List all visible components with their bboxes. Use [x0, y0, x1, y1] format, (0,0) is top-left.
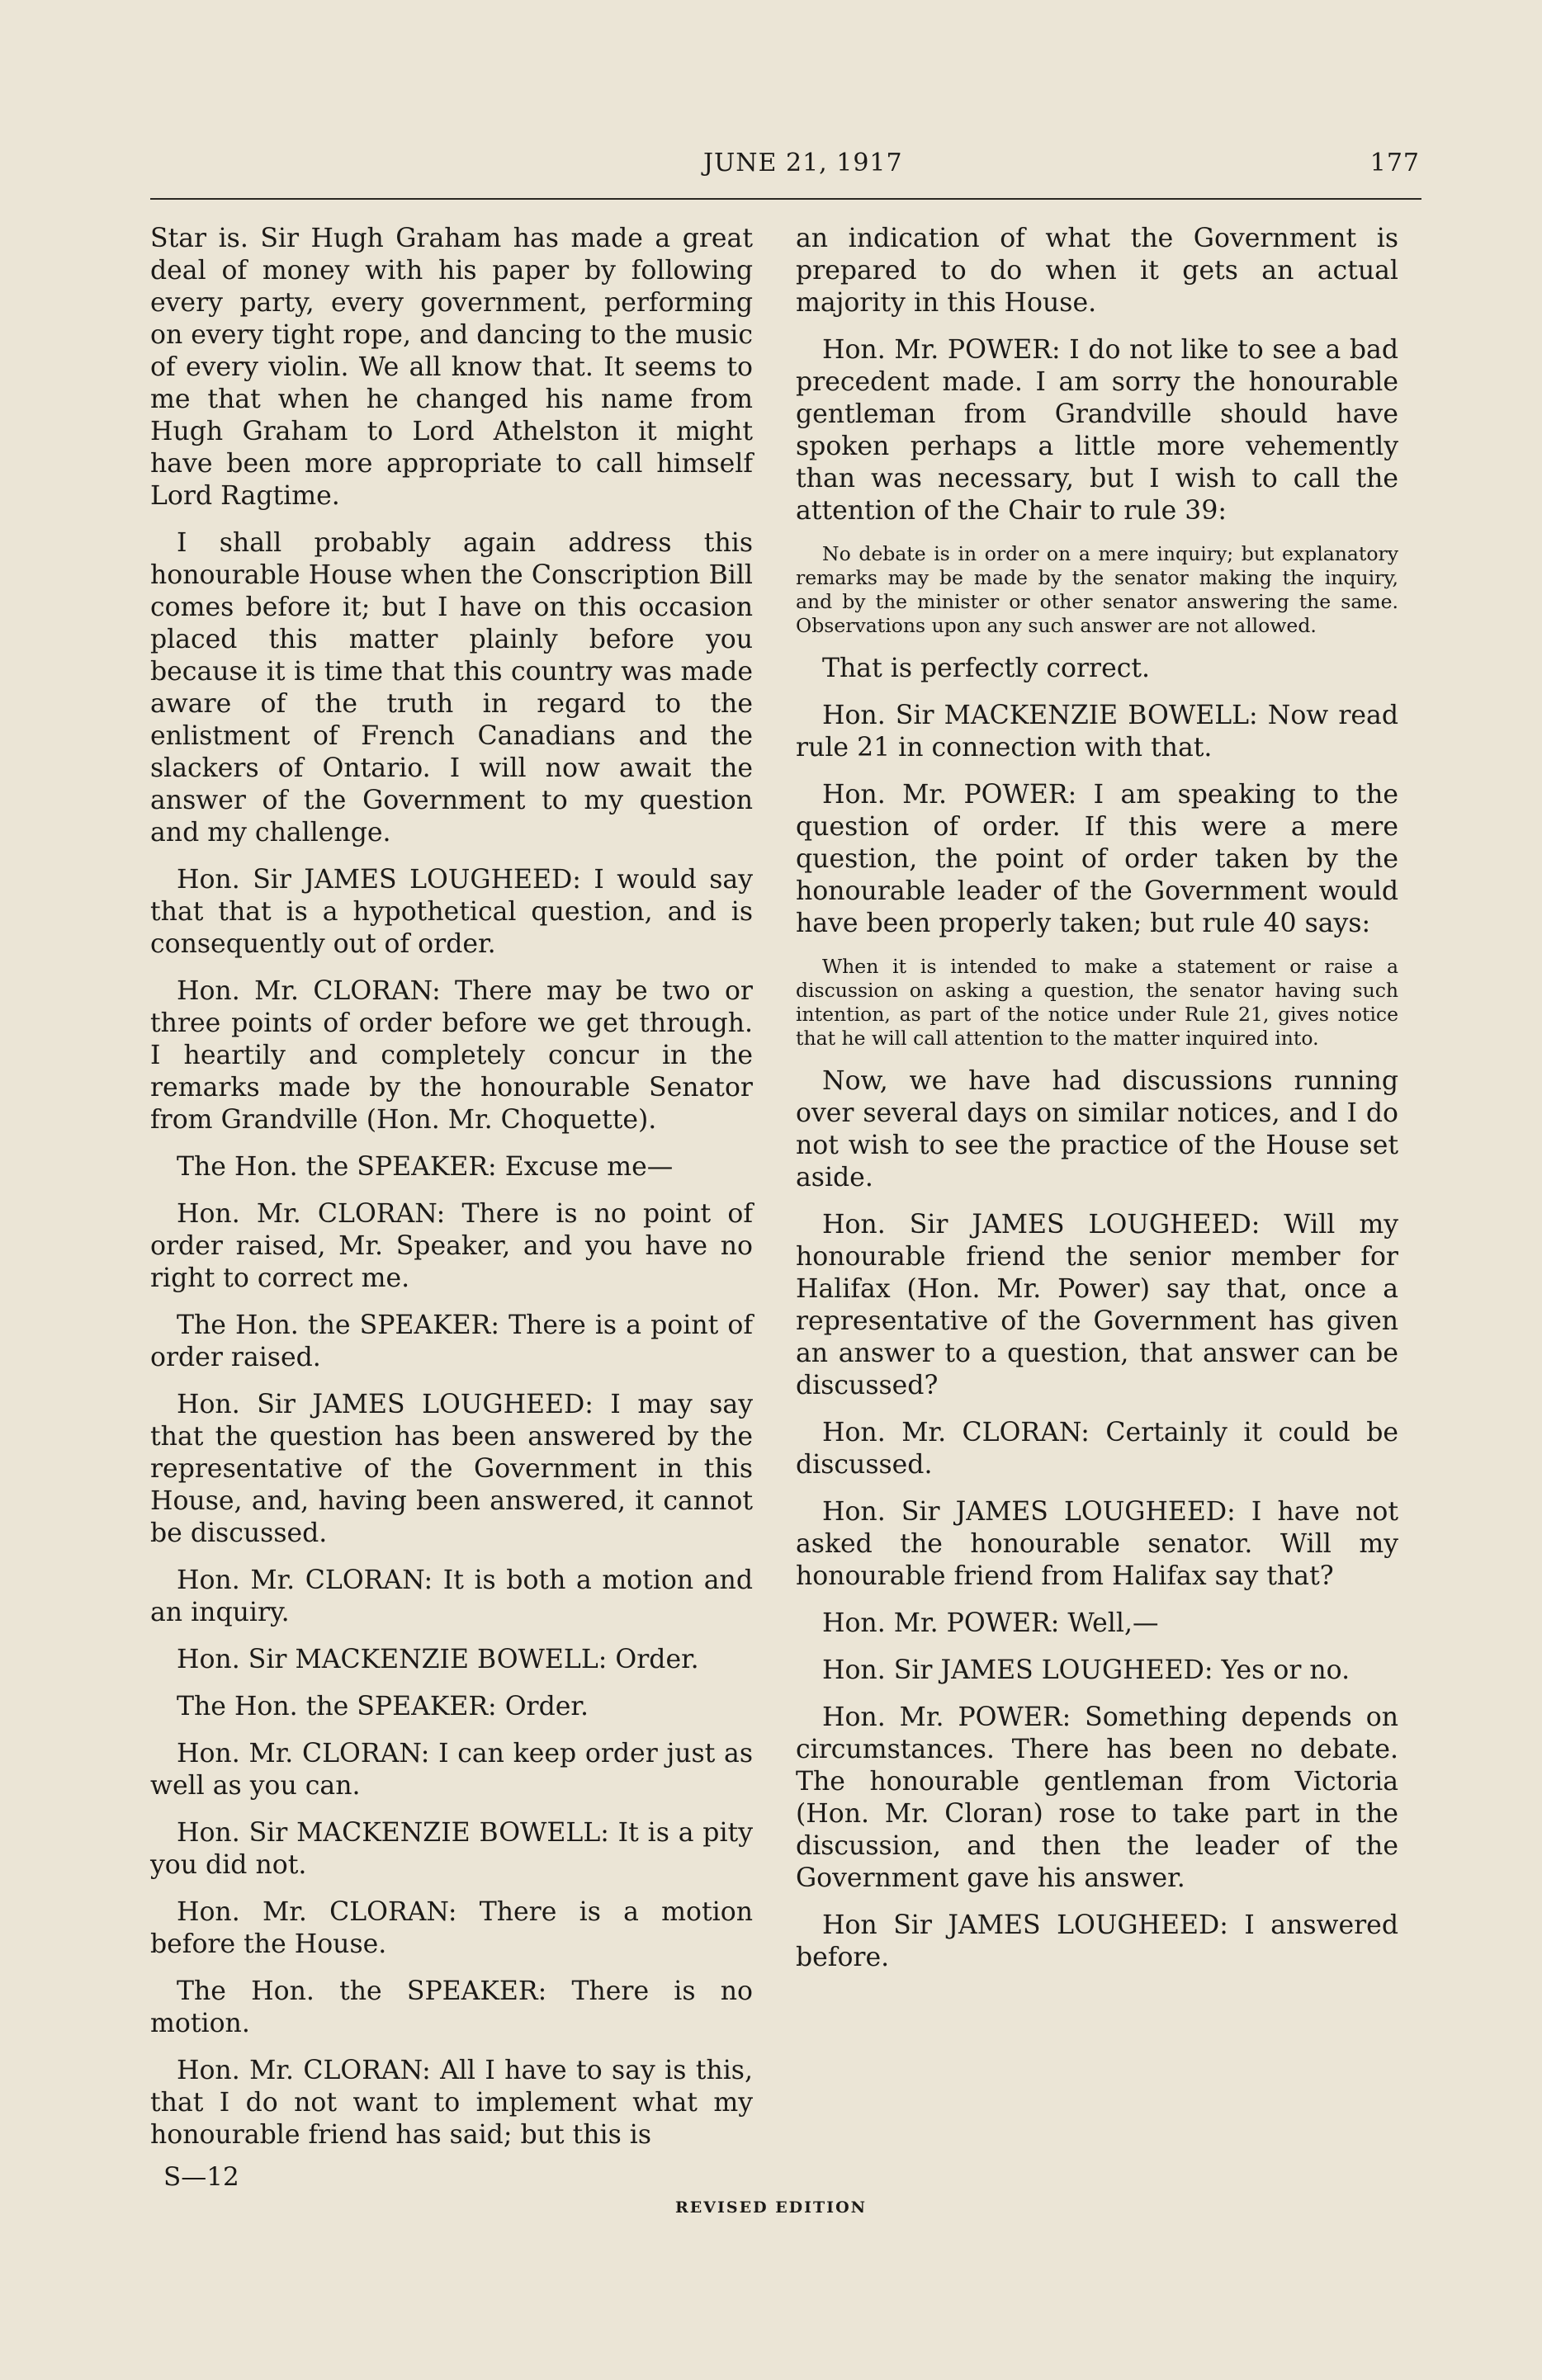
- paragraph: Hon. Sir JAMES LOUGHEED: I would say that that is a hypothetical question, and is consequently out of order.: [150, 865, 753, 959]
- paragraph: Hon. Sir MACKENZIE BOWELL: It is a pity you did not.: [150, 1818, 753, 1880]
- paragraph: The Hon. the SPEAKER: Order.: [177, 1692, 589, 1721]
- paragraph: Star is. Sir Hugh Graham has made a great deal of money with his paper by following every party, every government, performing on every tight rope, and dancing to the music of every violin. We all know that. It seems to me that when he changed his name from Hugh Graham to Lord Athelston it might have been more appropriate to call himself Lord Ragtime.: [150, 224, 753, 511]
- rule-quote: When it is intended to make a statement or raise a discussion on asking a question, the senator having such intention, as part of the notice under Rule 21, gives notice that he will call attention to the matter inquired into.: [796, 955, 1398, 1050]
- paragraph: The Hon. the SPEAKER: There is no motion.: [150, 1976, 753, 2038]
- paragraph: Now, we have had discussions running over several days on similar notices, and I do not wish to see the practice of the House set aside.: [796, 1066, 1398, 1192]
- paragraph: Hon. Sir JAMES LOUGHEED: I have not asked the honourable senator. Will my honourable friend from Halifax say that?: [796, 1497, 1398, 1591]
- paragraph: That is perfectly correct.: [822, 654, 1151, 683]
- paragraph: Hon. Mr. CLORAN: I can keep order just as well as you can.: [150, 1739, 753, 1801]
- signature-mark: S—12: [163, 2162, 239, 2192]
- paragraph: Hon. Sir JAMES LOUGHEED: I may say that the question has been answered by the representative of the Government in this House, and, having been answered, it cannot be discussed.: [150, 1390, 753, 1548]
- paragraph: Hon. Mr. POWER: I do not like to see a bad precedent made. I am sorry the honourable gentleman from Grandville should have spoken perhaps a little more vehemently than was necessary, but I wish to call the attention of the Chair to rule 39:: [796, 335, 1398, 526]
- header-rule: [150, 198, 1421, 200]
- paragraph: Hon. Sir MACKENZIE BOWELL: Order.: [177, 1645, 699, 1674]
- paragraph: Hon. Sir JAMES LOUGHEED: Will my honourable friend the senior member for Halifax (Hon. Mr. Power) say that, once a representative of the Government has given an answer to a question, that answer can be discussed?: [796, 1210, 1398, 1400]
- page-header: [150, 145, 1421, 187]
- header-date: JUNE 21, 1917: [703, 149, 903, 177]
- paragraph: Hon. Mr. CLORAN: There may be two or three points of order before we get through. I heartily and completely concur in the remarks made by the honourable Senator from Grandville (Hon. Mr. Choquette).: [150, 976, 753, 1135]
- paragraph: Hon. Mr. CLORAN: There is a motion before the House.: [150, 1897, 753, 1959]
- paragraph: Hon Sir JAMES LOUGHEED: I answered before.: [796, 1910, 1398, 1972]
- paragraph: The Hon. the SPEAKER: There is a point of order raised.: [150, 1310, 753, 1372]
- paragraph: The Hon. the SPEAKER: Excuse me—: [177, 1152, 674, 1182]
- paragraph: I shall probably again address this honourable House when the Conscription Bill comes before it; but I have on this occasion placed this matter plainly before you because it is time that this country was made aware of the truth in regard to the enlistment of French Canadians and the slackers of Ontario. I will now await the answer of the Government to my question and my challenge.: [150, 528, 753, 848]
- left-column: [150, 223, 753, 2166]
- paragraph: Hon. Mr. CLORAN: There is no point of order raised, Mr. Speaker, and you have no right to correct me.: [150, 1199, 753, 1293]
- right-column: [796, 223, 1398, 1989]
- paragraph: Hon. Mr. POWER: Something depends on circumstances. There has been no debate. The honourable gentleman from Victoria (Hon. Mr. Cloran) rose to take part in the discussion, and then the leader of the Government gave his answer.: [796, 1702, 1398, 1893]
- paragraph: Hon. Mr. CLORAN: All I have to say is this, that I do not want to implement what my honourable friend has said; but this is: [150, 2056, 753, 2150]
- rule-quote: No debate is in order on a mere inquiry; but explanatory remarks may be made by the senator making the inquiry, and by the minister or other senator answering the same. Observations upon any such answer are not allowed.: [796, 542, 1398, 637]
- paragraph: Hon. Sir MACKENZIE BOWELL: Now read rule 21 in connection with that.: [796, 701, 1398, 763]
- paragraph: Hon. Sir JAMES LOUGHEED: Yes or no.: [822, 1655, 1350, 1685]
- footer-edition: REVISED EDITION: [675, 2198, 867, 2217]
- paragraph: Hon. Mr. CLORAN: It is both a motion and an inquiry.: [150, 1565, 753, 1627]
- paragraph: Hon. Mr. POWER: Well,—: [822, 1608, 1159, 1638]
- paragraph: Hon. Mr. CLORAN: Certainly it could be discussed.: [796, 1418, 1398, 1480]
- page-number: 177: [1369, 149, 1420, 177]
- paragraph: Hon. Mr. POWER: I am speaking to the question of order. If this were a mere question, the point of order taken by the honourable leader of the Government would have been properly taken; but rule 40 says:: [796, 780, 1398, 938]
- paragraph: an indication of what the Government is prepared to do when it gets an actual majority in this House.: [796, 224, 1398, 318]
